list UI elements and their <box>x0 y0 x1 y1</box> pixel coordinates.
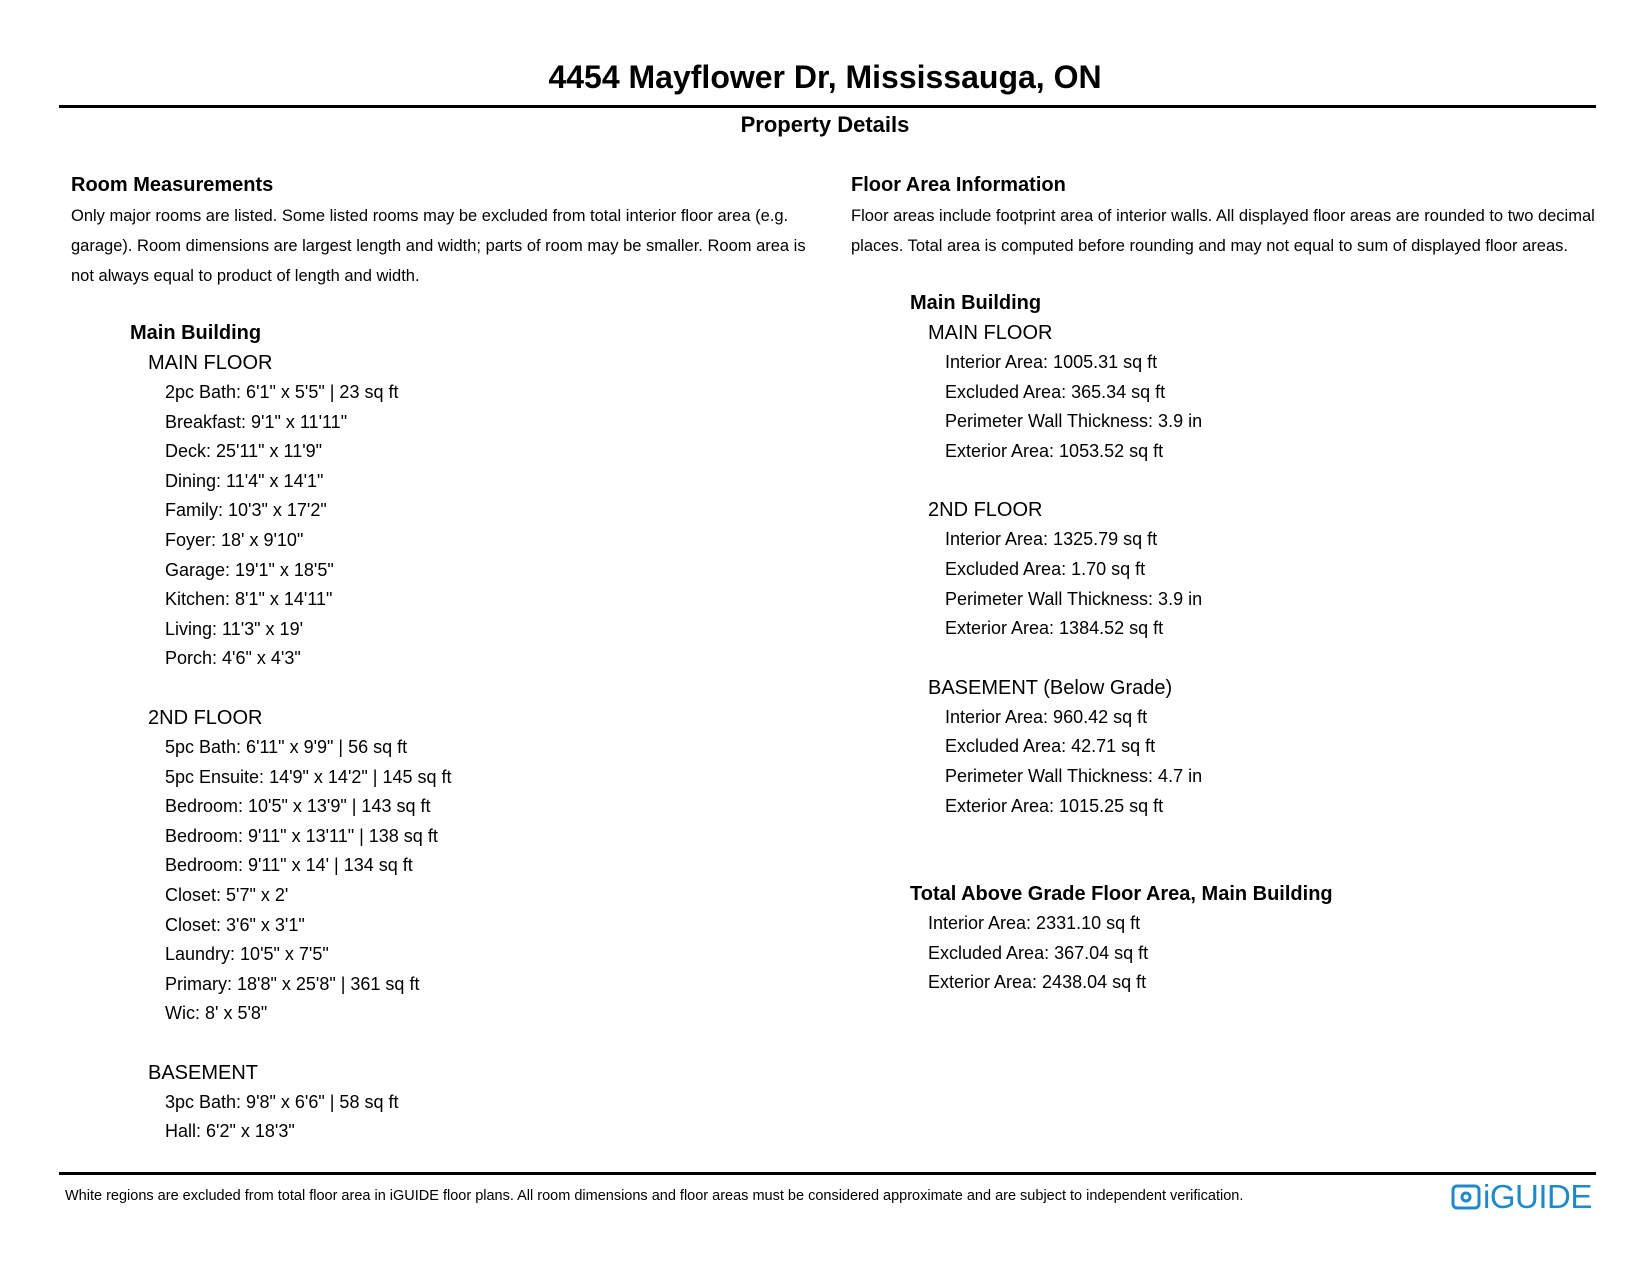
logo-text: iGUIDE <box>1483 1178 1592 1215</box>
area-row: Perimeter Wall Thickness: 4.7 in <box>945 765 1203 786</box>
room-row: Closet: 3'6" x 3'1" <box>165 914 305 935</box>
footer-disclaimer: White regions are excluded from total floor area in iGUIDE floor plans. All room dimensions and floor areas must be considered approximate and are subject to independent verification. <box>65 1188 1244 1204</box>
room-row: Wic: 8' x 5'8" <box>165 1003 268 1024</box>
room-row: Dining: 11'4" x 14'1" <box>165 470 324 491</box>
floor-name: MAIN FLOOR <box>148 352 273 374</box>
area-floor-2nd <box>928 495 1611 643</box>
room-row: Family: 10'3" x 17'2" <box>165 500 327 521</box>
room-row: Primary: 18'8" x 25'8" | 361 sq ft <box>165 973 420 994</box>
room-row: 3pc Bath: 9'8" x 6'6" | 58 sq ft <box>165 1091 399 1112</box>
area-row: Excluded Area: 365.34 sq ft <box>945 381 1166 402</box>
floor-name: BASEMENT <box>148 1061 259 1084</box>
area-row: Perimeter Wall Thickness: 3.9 in <box>945 588 1203 609</box>
room-row: 2pc Bath: 6'1" x 5'5" | 23 sq ft <box>165 382 399 402</box>
room-row: Bedroom: 10'5" x 13'9" | 143 sq ft <box>165 796 431 817</box>
floor-name: 2ND FLOOR <box>148 706 263 729</box>
room-row: Foyer: 18' x 9'10" <box>165 529 304 550</box>
room-row: Garage: 19'1" x 18'5" <box>165 559 334 580</box>
header-divider <box>59 105 1596 108</box>
total-area-title: Total Above Grade Floor Area, Main Building <box>910 883 1333 906</box>
area-floor-main <box>928 318 1611 466</box>
area-row: Interior Area: 1325.79 sq ft <box>945 529 1158 550</box>
total-row: Excluded Area: 367.04 sq ft <box>928 942 1149 963</box>
total-area <box>910 879 1611 998</box>
iguide-logo <box>1451 1180 1592 1214</box>
area-floor-basement <box>928 673 1611 821</box>
page-title: 4454 Mayflower Dr, Mississauga, ON <box>548 59 1102 95</box>
floor-name: 2ND FLOOR <box>928 499 1043 522</box>
floor-area-section <box>851 171 1611 998</box>
area-row: Interior Area: 1005.31 sq ft <box>945 352 1158 372</box>
room-building-title: Main Building <box>130 322 262 344</box>
area-row: Excluded Area: 42.71 sq ft <box>945 736 1156 757</box>
room-floor-2nd <box>148 703 831 1029</box>
room-floor-basement <box>148 1058 831 1147</box>
room-building <box>130 318 831 1147</box>
room-row: Breakfast: 9'1" x 11'11" <box>165 411 348 432</box>
area-row: Exterior Area: 1053.52 sq ft <box>945 440 1164 461</box>
room-measurements-section <box>71 171 831 1147</box>
area-building-title: Main Building <box>910 292 1042 314</box>
total-row: Interior Area: 2331.10 sq ft <box>928 913 1141 934</box>
area-row: Interior Area: 960.42 sq ft <box>945 706 1148 727</box>
total-row: Exterior Area: 2438.04 sq ft <box>928 972 1147 993</box>
room-row: Hall: 6'2" x 18'3" <box>165 1121 295 1142</box>
camera-icon <box>1451 1183 1481 1211</box>
room-measurements-description: Only major rooms are listed. Some listed rooms may be excluded from total interior floor area (e.g. garage). Room dimensions are largest length and width; parts of room may be smaller. Room area is not always equal to product of length and width. <box>71 207 806 285</box>
floor-area-title: Floor Area Information <box>851 174 1066 196</box>
footer-divider <box>59 1172 1596 1175</box>
room-row: 5pc Bath: 6'11" x 9'9" | 56 sq ft <box>165 736 408 757</box>
room-floor-main <box>148 348 831 674</box>
page-subtitle: Property Details <box>740 112 910 137</box>
area-row: Perimeter Wall Thickness: 3.9 in <box>945 411 1203 432</box>
area-building <box>910 288 1611 821</box>
area-row: Exterior Area: 1015.25 sq ft <box>945 795 1164 816</box>
room-row: Laundry: 10'5" x 7'5" <box>165 944 329 965</box>
room-row: Bedroom: 9'11" x 13'11" | 138 sq ft <box>165 825 438 846</box>
floor-area-description: Floor areas include footprint area of interior walls. All displayed floor areas are rounded to two decimal places. Total area is computed before rounding and may not equal to sum of displayed floor areas. <box>851 207 1595 255</box>
room-row: Kitchen: 8'1" x 14'11" <box>165 589 333 610</box>
area-row: Exterior Area: 1384.52 sq ft <box>945 618 1164 639</box>
room-row: Closet: 5'7" x 2' <box>165 884 289 905</box>
room-row: Deck: 25'11" x 11'9" <box>165 441 323 462</box>
floor-name: MAIN FLOOR <box>928 322 1053 344</box>
area-row: Excluded Area: 1.70 sq ft <box>945 558 1146 579</box>
floor-name: BASEMENT (Below Grade) <box>928 676 1173 699</box>
room-measurements-title: Room Measurements <box>71 174 274 196</box>
room-row: Bedroom: 9'11" x 14' | 134 sq ft <box>165 855 413 876</box>
room-row: Porch: 4'6" x 4'3" <box>165 648 301 669</box>
room-row: Living: 11'3" x 19' <box>165 618 304 639</box>
room-row: 5pc Ensuite: 14'9" x 14'2" | 145 sq ft <box>165 766 452 787</box>
